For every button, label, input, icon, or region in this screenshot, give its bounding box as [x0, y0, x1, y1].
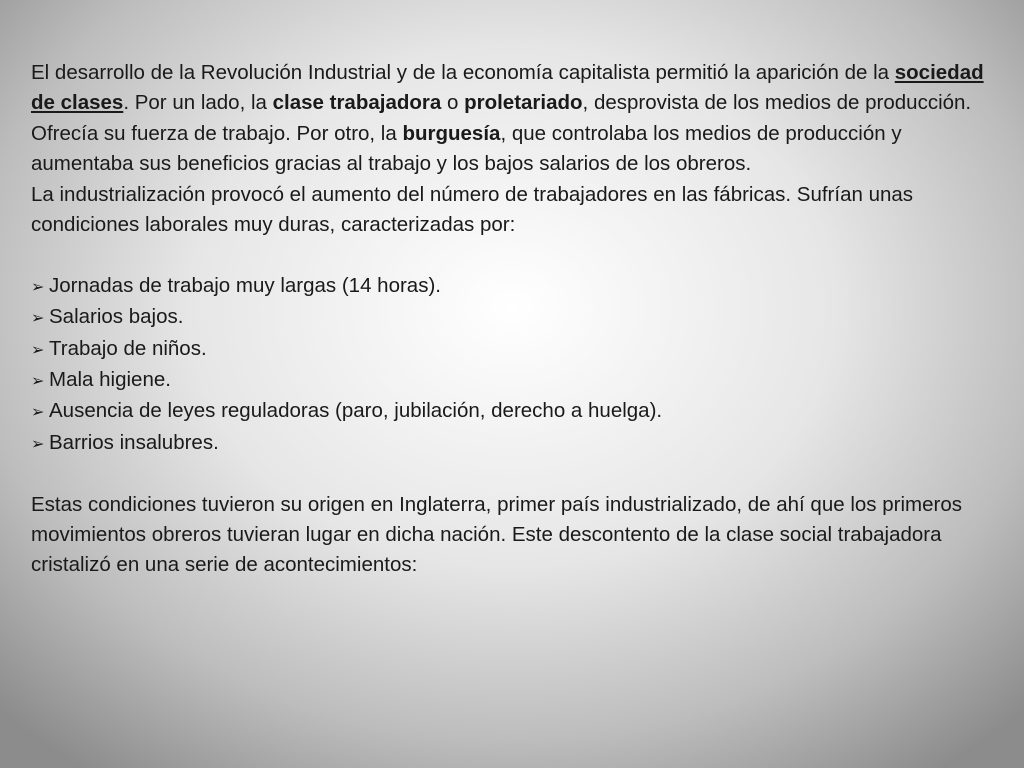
slide-content: [31, 58, 996, 581]
arrow-bullet-icon: ➢: [31, 433, 45, 453]
intro-text-1: El desarrollo de la Revolución Industrial y de la economía capitalista permitió la aparición de la: [31, 61, 895, 84]
list-item: [31, 271, 996, 302]
term-burguesia: burguesía: [402, 121, 501, 145]
list-item-text: Salarios bajos.: [49, 305, 184, 329]
arrow-bullet-icon: ➢: [31, 402, 45, 422]
list-item-text: Barrios insalubres.: [49, 430, 219, 454]
spacer: [31, 240, 996, 270]
intro-text-4: , desprovista de los medios de producción. Ofrecía su fuerza de trabajo. Por otro, la: [31, 91, 972, 145]
arrow-bullet-icon: ➢: [31, 371, 45, 391]
term-clase-trabajadora: clase trabajadora: [272, 91, 442, 115]
intro-text-3: o: [441, 91, 465, 115]
list-item: [31, 365, 996, 396]
term-sociedad-de-clases: sociedad de clases: [31, 61, 984, 115]
term-proletariado: proletariado: [464, 91, 583, 115]
list-item-text: Jornadas de trabajo muy largas (14 horas).: [49, 273, 441, 297]
list-item: [31, 428, 996, 459]
list-item: [31, 334, 996, 365]
industrialization-paragraph: La industrialización provocó el aumento del número de trabajadores en las fábricas. Sufrían unas condiciones laborales muy duras, caracterizadas por:: [31, 182, 914, 237]
arrow-bullet-icon: ➢: [31, 339, 45, 359]
spacer: [31, 459, 996, 489]
arrow-bullet-icon: ➢: [31, 276, 45, 296]
intro-text-5: , que controlaba los medios de producción y aumentaba sus beneficios gracias al trabajo y los bajos salarios de los obreros.: [31, 121, 902, 176]
list-item: [31, 396, 996, 427]
list-item-text: Ausencia de leyes reguladoras (paro, jubilación, derecho a huelga).: [49, 399, 663, 423]
intro-paragraph: [31, 58, 996, 180]
list-item: [31, 302, 996, 333]
conditions-list: [31, 271, 996, 459]
intro-text-2: . Por un lado, la: [123, 91, 273, 115]
arrow-bullet-icon: ➢: [31, 308, 45, 328]
conclusion-paragraph: Estas condiciones tuvieron su origen en Inglaterra, primer país industrializado, de ahí que los primeros movimientos obreros tuvieran lugar en dicha nación. Este descontento de la clase social trabajadora cristalizó en una serie de acontecimientos:: [31, 492, 962, 577]
list-item-text: Mala higiene.: [49, 368, 171, 392]
list-item-text: Trabajo de niños.: [49, 336, 207, 360]
